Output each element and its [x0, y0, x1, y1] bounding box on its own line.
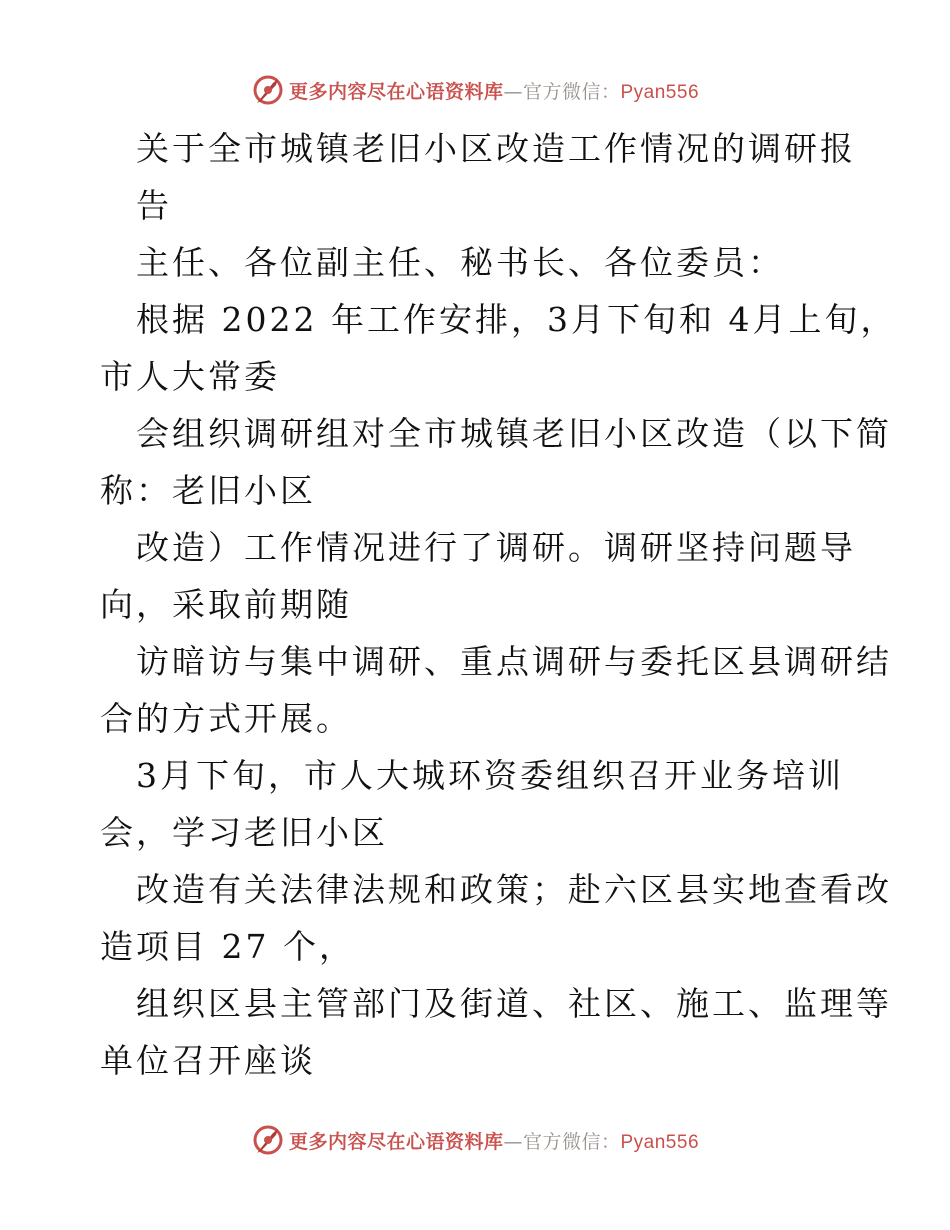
paragraph-line: 市人大常委	[100, 357, 280, 396]
watermark-dash: —	[503, 80, 523, 103]
paragraph-line: 3月下旬，市人大城环资委组织召开业务培训	[136, 756, 844, 795]
paragraph-line: 造项目 27 个，	[100, 927, 355, 966]
title-line: 关于全市城镇老旧小区改造工作情况的调研报	[136, 129, 856, 168]
paragraph-line: 合的方式开展。	[100, 699, 352, 738]
paragraph-line: 会，学习老旧小区	[100, 813, 388, 852]
title-line: 告	[136, 186, 172, 225]
paragraph-line: 改造有关法律法规和政策；赴六区县实地查看改	[136, 870, 892, 909]
paragraph-line: 向，采取前期随	[100, 585, 352, 624]
watermark-wechat-id: Pyan556	[620, 1131, 700, 1153]
watermark-wechat-id: Pyan556	[620, 81, 700, 103]
paragraph-line: 会组织调研组对全市城镇老旧小区改造（以下简	[136, 414, 892, 453]
paragraph-line: 改造）工作情况进行了调研。调研坚持问题导	[136, 528, 856, 567]
watermark-text	[289, 77, 699, 104]
watermark-wechat-label: 官方微信：	[522, 1130, 621, 1153]
document-body	[100, 120, 897, 1089]
paragraph-line: 组织区县主管部门及街道、社区、施工、监理等	[136, 984, 892, 1023]
watermark-text	[289, 1127, 699, 1154]
quill-pen-circle-icon	[251, 1123, 285, 1157]
watermark-dash: —	[503, 1130, 523, 1153]
paragraph-line: 单位召开座谈	[100, 1041, 316, 1080]
watermark-brand: 更多内容尽在心语资料库	[288, 1130, 504, 1153]
paragraph-line: 根据 2022 年工作安排，3月下旬和 4月上旬，	[136, 300, 897, 339]
paragraph-line: 访暗访与集中调研、重点调研与委托区县调研结	[136, 642, 892, 681]
watermark-footer	[0, 1120, 950, 1160]
paragraph-line: 称：老旧小区	[100, 471, 316, 510]
salutation-line: 主任、各位副主任、秘书长、各位委员：	[136, 243, 784, 282]
watermark-header	[0, 70, 950, 110]
watermark-brand: 更多内容尽在心语资料库	[288, 80, 504, 103]
watermark-wechat-label: 官方微信：	[522, 80, 621, 103]
quill-pen-circle-icon	[251, 73, 285, 107]
